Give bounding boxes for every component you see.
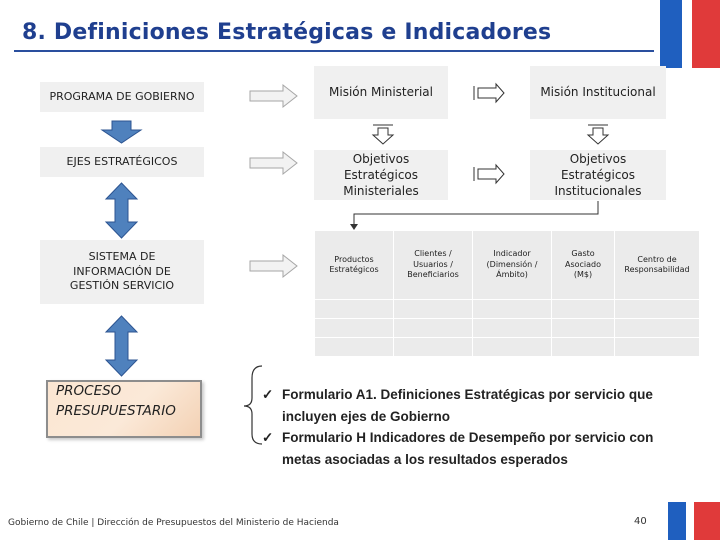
bullet-1-line-1: Formulario A1. Definiciones Estratégicas por servicio que [282, 387, 653, 402]
objetivos-inst-line-3: Institucionales [554, 184, 642, 199]
header-clientes: Clientes / Usuarios / Beneficiarios [394, 231, 473, 300]
arrow-down-icon [588, 128, 608, 144]
double-arrow-icon [106, 183, 137, 238]
mision-institucional-label: Misión Institucional [540, 85, 656, 100]
bullet-2-line-2: metas asociadas a los resultados esperados [282, 451, 568, 467]
page-title: 8. Definiciones Estratégicas e Indicadores [22, 20, 552, 45]
arrow-right-icon [250, 152, 297, 174]
sistema-line-1: SISTEMA DE [88, 249, 156, 263]
header-gasto: Gasto Asociado (M$) [552, 231, 615, 300]
list-item [262, 427, 682, 449]
sistema-line-2: INFORMACIÓN DE [73, 264, 171, 278]
arrow-down-icon [350, 224, 358, 230]
footer-text: Gobierno de Chile | Dirección de Presupuestos del Ministerio de Hacienda [8, 518, 339, 528]
arrow-right-icon [478, 165, 504, 183]
sistema-line-3: GESTIÓN SERVICIO [69, 279, 175, 293]
page-number: 40 [634, 516, 647, 527]
objetivos-min-line-1: Objetivos [352, 151, 410, 166]
objetivos-min-line-3: Ministeriales [343, 184, 419, 199]
check-icon: ✓ [262, 430, 274, 446]
arrow-right-icon [478, 84, 504, 102]
proceso-line-2: PRESUPUESTARIO [56, 402, 176, 419]
double-arrow-icon [106, 316, 137, 376]
formularios-list [262, 384, 682, 470]
programa-gobierno-label: PROGRAMA DE GOBIERNO [49, 89, 195, 103]
objetivos-inst-line-2: Estratégicos [560, 167, 636, 182]
objetivos-inst-line-1: Objetivos [569, 151, 627, 166]
bullet-2-line-1: Formulario H Indicadores de Desempeño por servicio con [282, 430, 654, 446]
arrow-down-icon [373, 128, 393, 144]
ejes-estrategicos-label: EJES ESTRATÉGICOS [66, 154, 178, 168]
header-centro: Centro de Responsabilidad [615, 231, 700, 300]
mision-ministerial-label: Misión Ministerial [329, 85, 433, 100]
brace-bracket [244, 366, 262, 444]
header-indicador: Indicador (Dimensión / Ámbito) [473, 231, 552, 300]
arrow-right-icon [250, 255, 297, 277]
check-icon: ✓ [262, 387, 274, 402]
proceso-line-1: PROCESO [56, 383, 122, 399]
header-productos: Productos Estratégicos [315, 231, 394, 300]
arrow-down-icon [102, 121, 141, 143]
list-item [262, 384, 682, 406]
objetivos-min-line-2: Estratégicos [343, 167, 419, 182]
bullet-1-line-2: incluyen ejes de Gobierno [282, 408, 451, 424]
connector-line [354, 201, 598, 226]
arrow-right-icon [250, 85, 297, 107]
